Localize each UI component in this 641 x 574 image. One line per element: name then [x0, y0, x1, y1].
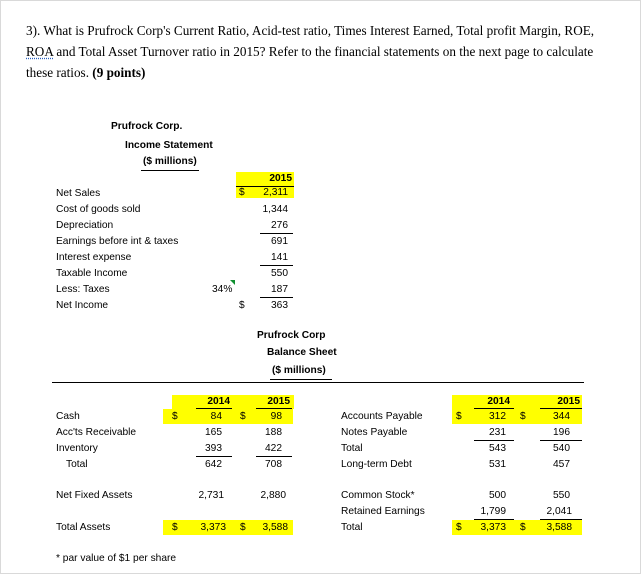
balance-title: Balance Sheet: [267, 347, 337, 358]
balance-units-underline: [270, 379, 332, 380]
income-label-ebit: Earnings before int & taxes: [56, 236, 179, 247]
asset-label-inventory: Inventory: [56, 443, 98, 454]
income-label-interest: Interest expense: [56, 252, 132, 263]
asset-current-total-2015: 708: [265, 459, 282, 470]
asset-fixed-2015: 2,880: [260, 490, 286, 501]
income-dollar-net-sales: $: [239, 187, 245, 198]
income-label-net-sales: Net Sales: [56, 188, 101, 199]
asset-label-total-assets: Total Assets: [56, 522, 111, 533]
liab-ap-2014: 312: [489, 411, 506, 422]
question-roa: ROA: [26, 44, 54, 59]
asset-label-fixed: Net Fixed Assets: [56, 490, 133, 501]
asset-label-receivables: Acc'ts Receivable: [56, 427, 137, 438]
income-label-cogs: Cost of goods sold: [56, 204, 141, 215]
income-title: Income Statement: [125, 140, 213, 151]
income-taxes-underline: [260, 297, 293, 298]
asset-fixed-2014: 2,731: [198, 490, 224, 501]
liab-label-np: Notes Payable: [341, 427, 408, 438]
liab-ltd-2014: 531: [489, 459, 506, 470]
income-units-underline: [141, 170, 199, 171]
liab-retained-2015-underline: [540, 519, 582, 520]
income-label-taxes: Less: Taxes: [56, 284, 110, 295]
liab-year-2014: 2014: [487, 396, 510, 407]
liab-ltd-2015: 457: [553, 459, 570, 470]
liab-label-ltd: Long-term Debt: [341, 459, 412, 470]
liab-total-2015: 3,588: [546, 522, 572, 533]
liab-np-2014-underline: [474, 440, 514, 441]
income-value-taxes: 187: [271, 284, 288, 295]
income-company: Prufrock Corp.: [111, 121, 183, 132]
income-value-ebit: 691: [271, 236, 288, 247]
liab-year-2015: 2015: [557, 396, 580, 407]
asset-inventory-2014-underline: [196, 456, 232, 457]
assets-year-2015: 2015: [267, 396, 290, 407]
balance-company: Prufrock Corp: [257, 330, 326, 341]
assets-2015-underline: [256, 408, 292, 409]
income-label-net-income: Net Income: [56, 300, 109, 311]
liab-label-total: Total: [341, 522, 363, 533]
liab-label-current-total: Total: [341, 443, 363, 454]
liab-2014-underline: [474, 408, 514, 409]
income-year: 2015: [269, 173, 292, 184]
asset-dollar-total-2015: $: [240, 522, 246, 533]
liab-retained-2015: 2,041: [546, 506, 572, 517]
liab-2015-underline: [540, 408, 582, 409]
asset-cash-2014: 84: [210, 411, 222, 422]
liab-label-common-stock: Common Stock*: [341, 490, 415, 501]
asset-dollar-cash-2015: $: [240, 411, 246, 422]
asset-inventory-2014: 393: [205, 443, 222, 454]
liab-dollar-total-2014: $: [456, 522, 462, 533]
asset-label-current-total: Total: [66, 459, 88, 470]
liab-retained-2014-underline: [474, 519, 514, 520]
income-value-cogs: 1,344: [262, 204, 288, 215]
liab-dollar-ap-2014: $: [456, 411, 462, 422]
income-label-taxable: Taxable Income: [56, 268, 128, 279]
liab-common-stock-2014: 500: [489, 490, 506, 501]
income-tax-rate: 34%: [212, 284, 233, 295]
asset-current-total-2014: 642: [205, 459, 222, 470]
income-label-depreciation: Depreciation: [56, 220, 114, 231]
liab-label-ap: Accounts Payable: [341, 411, 423, 422]
income-value-taxable: 550: [271, 268, 288, 279]
asset-inventory-2015-underline: [256, 456, 292, 457]
question-text: [26, 20, 616, 83]
income-interest-underline: [260, 265, 293, 266]
income-value-interest: 141: [271, 252, 288, 263]
income-value-net-income: 363: [271, 300, 288, 311]
asset-dollar-total-2014: $: [172, 522, 178, 533]
asset-receivables-2015: 188: [265, 427, 282, 438]
asset-dollar-cash-2014: $: [172, 411, 178, 422]
liab-dollar-ap-2015: $: [520, 411, 526, 422]
income-units: ($ millions): [143, 156, 197, 167]
liab-total-2014: 3,373: [480, 522, 506, 533]
balance-footnote: * par value of $1 per share: [56, 553, 177, 564]
asset-label-cash: Cash: [56, 411, 80, 422]
asset-cash-2015: 98: [270, 411, 282, 422]
asset-inventory-2015: 422: [265, 443, 282, 454]
income-depreciation-underline: [260, 233, 293, 234]
balance-header-rule: [52, 382, 584, 383]
asset-receivables-2014: 165: [205, 427, 222, 438]
liab-np-2014: 231: [489, 427, 506, 438]
liab-common-stock-2015: 550: [553, 490, 570, 501]
asset-total-2014: 3,373: [200, 522, 226, 533]
liab-retained-2014: 1,799: [480, 506, 506, 517]
question-points: (9 points): [92, 65, 146, 80]
income-dollar-net-income: $: [239, 300, 245, 311]
question-part-2: and Total Asset Turnover ratio in 2015? Refer to the financial statements on the next page to calculate these ratios.: [26, 44, 594, 80]
balance-units: ($ millions): [272, 365, 326, 376]
question-part-1: 3). What is Prufrock Corp's Current Ratio, Acid-test ratio, Times Interest Earned, Total profit Margin, ROE,: [26, 23, 595, 38]
liab-ap-2015: 344: [553, 411, 570, 422]
liab-label-retained: Retained Earnings: [341, 506, 425, 517]
income-value-depreciation: 276: [271, 220, 288, 231]
comment-indicator-icon: [230, 280, 235, 285]
liab-dollar-total-2015: $: [520, 522, 526, 533]
income-value-net-sales: 2,311: [263, 187, 288, 198]
liab-np-2015-underline: [540, 440, 582, 441]
assets-2014-underline: [196, 408, 232, 409]
liab-np-2015: 196: [553, 427, 570, 438]
asset-total-2015: 3,588: [262, 522, 288, 533]
liab-current-total-2014: 543: [489, 443, 506, 454]
assets-year-2014: 2014: [207, 396, 230, 407]
liab-current-total-2015: 540: [553, 443, 570, 454]
